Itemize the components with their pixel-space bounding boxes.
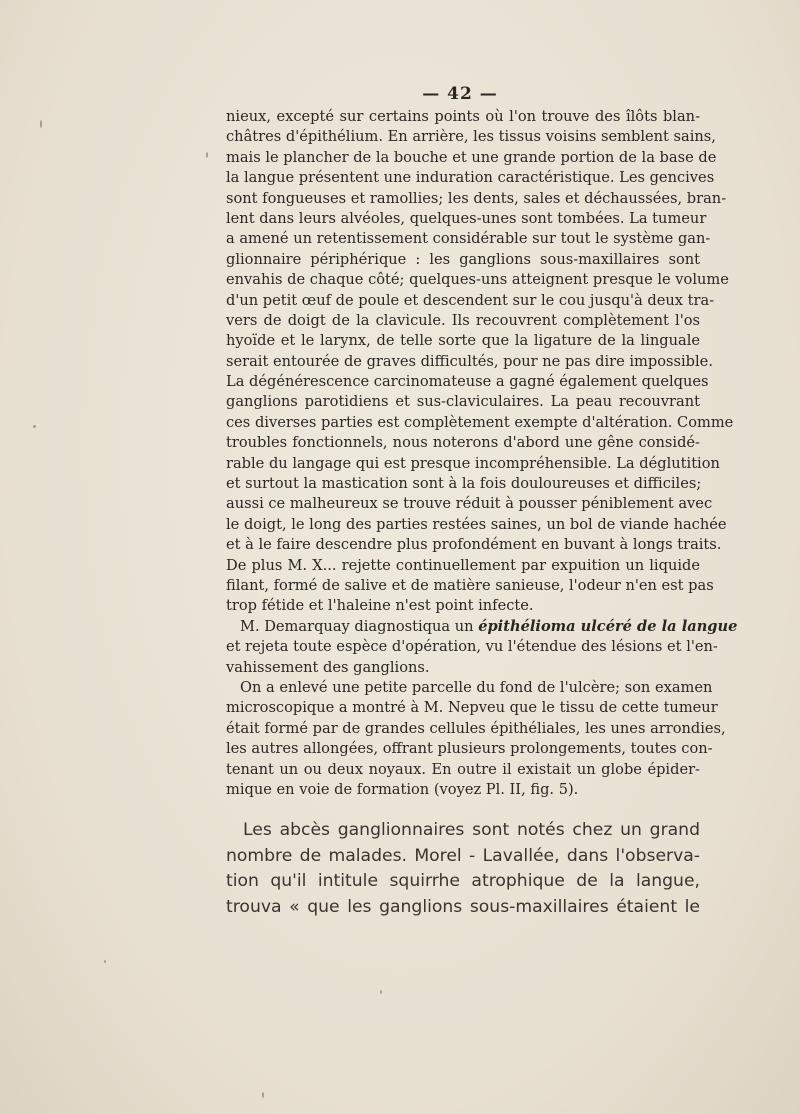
text-line: trop fétide et l'haleine n'est point infecte.	[226, 597, 534, 615]
text-line: les autres allongées, offrant plusieurs prolongements, toutes con-	[226, 740, 713, 758]
large-type-paragraph	[226, 818, 700, 920]
page-number: — 42 —	[422, 84, 498, 104]
scan-speck	[380, 990, 382, 994]
text-line: la langue présentent une induration caractéristique. Les gencives	[226, 169, 715, 187]
text-line: Les abcès ganglionnaires sont notés chez un grand	[243, 820, 700, 840]
scan-speck	[206, 152, 208, 158]
body-text	[226, 107, 738, 800]
text-line: vers de doigt de la clavicule. Ils recouvrent complètement l'os	[226, 311, 700, 329]
text-line: a amené un retentissement considérable sur tout le système gan-	[226, 230, 711, 248]
text-line: mique en voie de formation (voyez Pl. II, fig. 5).	[226, 780, 579, 798]
text-line: sont fongueuses et ramollies; les dents, sales et déchaussées, bran-	[226, 189, 727, 207]
text-line: lent dans leurs alvéoles, quelques-unes sont tombées. La tumeur	[226, 209, 707, 227]
text-line: hyoïde et le larynx, de telle sorte que la ligature de la linguale	[226, 332, 700, 350]
text-line: aussi ce malheureux se trouve réduit à pousser péniblement avec	[226, 495, 713, 513]
text-run: M. Demarquay diagnostiqua un	[240, 617, 479, 635]
text-line: et rejeta toute espèce d'opération, vu l'étendue des lésions et l'en-	[226, 638, 718, 656]
scan-speck	[262, 1092, 264, 1098]
text-line: et à le faire descendre plus profondément en buvant à longs traits.	[226, 536, 722, 554]
text-line: De plus M. X... rejette continuellement par expuition un liquide	[226, 556, 700, 574]
scan-speck	[104, 960, 106, 963]
text-line: microscopique a montré à M. Nepveu que le tissu de cette tumeur	[226, 699, 718, 717]
scan-speck	[40, 120, 42, 128]
text-line: d'un petit œuf de poule et descendent sur le cou jusqu'à deux tra-	[226, 291, 715, 309]
text-line: était formé par de grandes cellules épithéliales, les unes arrondies,	[226, 719, 726, 737]
text-line: filant, formé de salive et de matière sanieuse, l'odeur n'en est pas	[226, 576, 714, 594]
text-line: châtres d'épithélium. En arrière, les tissus voisins semblent sains,	[226, 128, 716, 146]
text-line: ganglions parotidiens et sus-claviculaires. La peau recouvrant	[226, 393, 700, 411]
text-line: vahissement des ganglions.	[226, 658, 430, 676]
text-line: et surtout la mastication sont à la fois douloureuses et difficiles;	[226, 475, 702, 493]
text-line	[226, 617, 738, 637]
text-line: nieux, excepté sur certains points où l'on trouve des îlôts blan-	[226, 108, 700, 125]
text-line: trouva « que les ganglions sous-maxillaires étaient le	[226, 896, 700, 917]
text-line: troubles fonctionnels, nous noterons d'abord une gêne considé-	[226, 434, 700, 452]
text-line: nombre de malades. Morel - Lavallée, dans l'observa-	[226, 845, 700, 866]
text-line: On a enlevé une petite parcelle du fond de l'ulcère; son examen	[240, 678, 713, 696]
italic-diagnosis: épithélioma ulcéré de la langue	[478, 617, 738, 635]
text-line: glionnaire périphérique : les ganglions sous-maxillaires sont	[226, 250, 700, 268]
scan-speck	[33, 425, 36, 428]
text-line: La dégénérescence carcinomateuse a gagné également quelques	[226, 373, 709, 391]
text-line: serait entourée de graves difficultés, pour ne pas dire impossible.	[226, 352, 713, 370]
text-line: rable du langage qui est presque incompréhensible. La déglutition	[226, 454, 720, 472]
text-line: le doigt, le long des parties restées saines, un bol de viande hachée	[226, 515, 727, 533]
text-line: mais le plancher de la bouche et une grande portion de la base de	[226, 148, 717, 166]
text-line: tion qu'il intitule squirrhe atrophique de la langue,	[226, 871, 700, 892]
text-line: ces diverses parties est complètement exempte d'altération. Comme	[226, 413, 734, 431]
text-line: envahis de chaque côté; quelques-uns atteignent presque le volume	[226, 271, 729, 289]
text-line: tenant un ou deux noyaux. En outre il existait un globe épider-	[226, 760, 700, 778]
